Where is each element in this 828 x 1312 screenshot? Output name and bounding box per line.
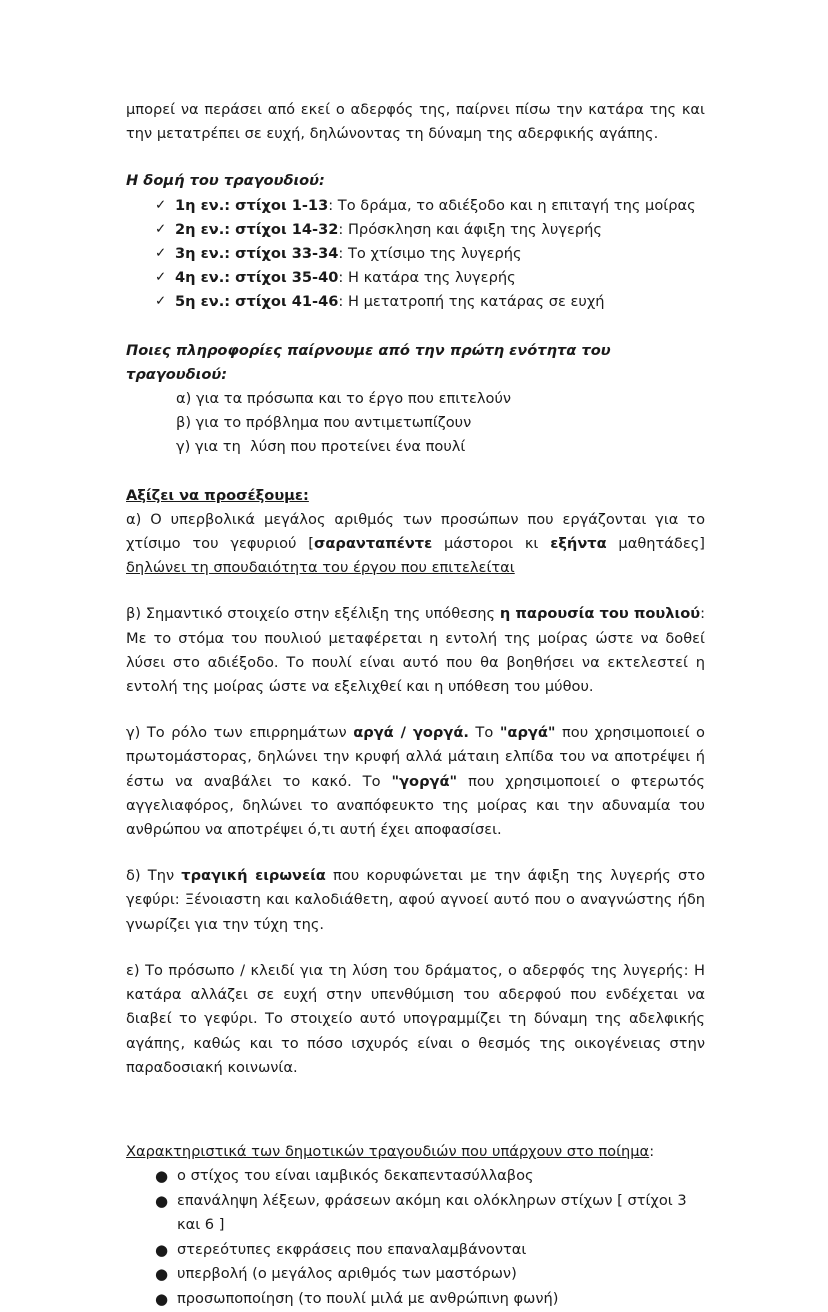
check-icon: ✓ bbox=[155, 197, 167, 213]
questions-list bbox=[126, 387, 705, 460]
note-c-text-3: που χρησιμοποιεί ο πρωτομάστορας, δηλώνει την κρυφή αλλά μάταιη ελπίδα του να αποτρέψει ή έστω να αναβάλει το κακό. Το bbox=[126, 724, 705, 790]
spacer bbox=[126, 1080, 705, 1140]
note-a-text-1: α) Ο υπερβολικά μεγάλος αριθμός των προσώπων που εργάζονται για το χτίσιμο του γεφυριού [ bbox=[126, 510, 705, 553]
list-item: α) για τα πρόσωπα και το έργο που επιτελούν bbox=[176, 390, 512, 408]
note-paragraph-a bbox=[126, 508, 705, 581]
note-c-text-4: που χρησιμοποιεί ο φτερωτός αγγελιαφόρος, δηλώνει το αναπόφευκτο της μοίρας και την αδυναμία του ανθρώπου να αποτρέψει ό,τι αυτή έχει αποφασίσει. bbox=[126, 772, 705, 839]
notes-heading bbox=[126, 484, 705, 508]
characteristics-list bbox=[126, 1164, 705, 1312]
spacer bbox=[126, 315, 705, 339]
list-item bbox=[126, 1287, 705, 1312]
list-item: β) για το πρόβλημα που αντιμετωπίζουν bbox=[176, 414, 472, 432]
list-item: γ) για τη λύση που προτείνει ένα πουλί bbox=[176, 438, 466, 456]
characteristics-heading-text: Χαρακτηριστικά των δημοτικών τραγουδιών που υπάρχουν στο ποίημα bbox=[126, 1142, 650, 1160]
list-item-rest: : Η μετατροπή της κατάρας σε ευχή bbox=[338, 293, 605, 311]
characteristics-heading-tail: : bbox=[649, 1142, 655, 1160]
note-a-text-3: μαθητάδες] bbox=[606, 535, 705, 553]
list-item-lead: 4η εν.: στίχοι 35-40 bbox=[175, 269, 339, 287]
note-a-text-2: μάστοροι κι bbox=[432, 535, 551, 553]
note-d-text-2: που κορυφώνεται με την άφιξη της λυγερής στο γεφύρι: Ξένοιαστη και καλοδιάθετη, αφού αγνοεί αυτό που ο αναγνώστης ήδη γνωρίζει για την τύχη της. bbox=[126, 867, 706, 933]
list-item-lead: 2η εν.: στίχοι 14-32 bbox=[175, 220, 339, 238]
dot-icon: ● bbox=[155, 1265, 169, 1284]
check-icon: ✓ bbox=[155, 246, 167, 262]
dot-icon: ● bbox=[155, 1290, 169, 1309]
note-b-bold-1: η παρουσία του πουλιού bbox=[499, 605, 701, 623]
dot-icon: ● bbox=[155, 1240, 169, 1259]
list-item-rest: : Η κατάρα της λυγερής bbox=[338, 269, 516, 287]
notes-heading-text: Αξίζει να προσέξουμε: bbox=[126, 486, 309, 504]
list-item bbox=[126, 290, 705, 314]
dot-icon: ● bbox=[155, 1191, 169, 1210]
list-item-label: στερεότυπες εκφράσεις που επαναλαμβάνονται bbox=[177, 1240, 527, 1258]
note-d-text-1: δ) Την bbox=[126, 867, 182, 885]
note-paragraph-b bbox=[126, 602, 705, 699]
structure-heading: Η δομή του τραγουδιού: bbox=[126, 172, 325, 190]
list-item bbox=[126, 1262, 705, 1287]
list-item-label: ο στίχος του είναι ιαμβικός δεκαπεντασύλλαβος bbox=[177, 1167, 534, 1185]
list-item bbox=[126, 1238, 705, 1263]
list-item-rest: : Το δράμα, το αδιέξοδο και η επιταγή της μοίρας bbox=[328, 196, 696, 214]
list-item bbox=[126, 1164, 705, 1189]
list-item-label: επανάληψη λέξεων, φράσεων ακόμη και ολόκληρων στίχων [ στίχοι 3 και 6 ] bbox=[177, 1191, 687, 1234]
spacer bbox=[126, 460, 705, 484]
dot-icon: ● bbox=[155, 1167, 169, 1186]
characteristics-heading bbox=[126, 1140, 705, 1164]
note-c-bold-1: αργά / γοργά. bbox=[353, 724, 469, 742]
note-paragraph-c bbox=[126, 721, 705, 842]
list-item-rest: : Πρόσκληση και άφιξη της λυγερής bbox=[338, 220, 602, 238]
list-item-label: υπερβολή (ο μεγάλος αριθμός των μαστόρων) bbox=[177, 1265, 517, 1283]
note-b-text-2: : Με το στόμα του πουλιού μεταφέρεται η εντολή της μοίρας ώστε να δοθεί λύσει στο αδιέξοδο. Το πουλί είναι αυτό που θα βοηθήσει να εκτελεστεί η εντολή της μοίρας ώστε να εξελιχθεί και η υπόθεση του μύθου. bbox=[126, 605, 706, 696]
list-item-rest: : Το χτίσιμο της λυγερής bbox=[338, 245, 522, 263]
check-icon: ✓ bbox=[155, 294, 167, 310]
note-paragraph-d bbox=[126, 864, 705, 937]
note-c-text-2: Το bbox=[468, 724, 500, 742]
note-c-bold-3: "γοργά" bbox=[391, 772, 458, 790]
check-icon: ✓ bbox=[155, 221, 167, 237]
list-item-lead: 5η εν.: στίχοι 41-46 bbox=[175, 293, 339, 311]
intro-paragraph: μπορεί να περάσει από εκεί ο αδερφός της, παίρνει πίσω την κατάρα της και την μετατρέπει σε ευχή, δηλώνοντας τη δύναμη της αδερφικής αγάπης. bbox=[126, 101, 705, 143]
note-c-text-1: γ) Το ρόλο των επιρρημάτων bbox=[126, 724, 354, 742]
note-d-bold-1: τραγική ειρωνεία bbox=[181, 867, 326, 885]
list-item-label: προσωποποίηση (το πουλί μιλά με ανθρώπινη φωνή) bbox=[177, 1290, 559, 1308]
note-a-bold-2: εξήντα bbox=[550, 535, 607, 553]
note-e-text-1: ε) Το πρόσωπο / κλειδί για τη λύση του δράματος, ο αδερφός της λυγερής: Η κατάρα αλλάζει σε ευχή στην υπενθύμιση του αδερφού που ενδέχεται να διαβεί το γεφύρι. Το στοιχείο αυτό υπογραμμίζει τη δύναμη της αδελφικής αγάπης, καθώς και το πόσο ισχυρός είναι ο θεσμός της οικογένειας στην παραδοσιακή κοινωνία. bbox=[126, 961, 705, 1076]
structure-list bbox=[126, 194, 705, 315]
note-c-bold-2: "αργά" bbox=[499, 724, 556, 742]
questions-heading: Ποιες πληροφορίες παίρνουμε από την πρώτη ενότητα του τραγουδιού: bbox=[126, 341, 611, 383]
note-b-text-1: β) Σημαντικό στοιχείο στην εξέλιξη της υπόθεσης bbox=[126, 605, 500, 623]
list-item bbox=[126, 242, 705, 266]
list-item-lead: 3η εν.: στίχοι 33-34 bbox=[175, 245, 339, 263]
note-a-bold-1: σαρανταπέντε bbox=[314, 535, 433, 553]
note-paragraph-e bbox=[126, 959, 705, 1080]
check-icon: ✓ bbox=[155, 270, 167, 286]
note-a-underline: δηλώνει τη σπουδαιότητα του έργου που επιτελείται bbox=[126, 559, 515, 577]
list-item bbox=[126, 218, 705, 242]
list-item-lead: 1η εν.: στίχοι 1-13 bbox=[175, 196, 329, 214]
list-item bbox=[126, 1189, 705, 1238]
list-item bbox=[126, 266, 705, 290]
list-item bbox=[126, 194, 705, 218]
